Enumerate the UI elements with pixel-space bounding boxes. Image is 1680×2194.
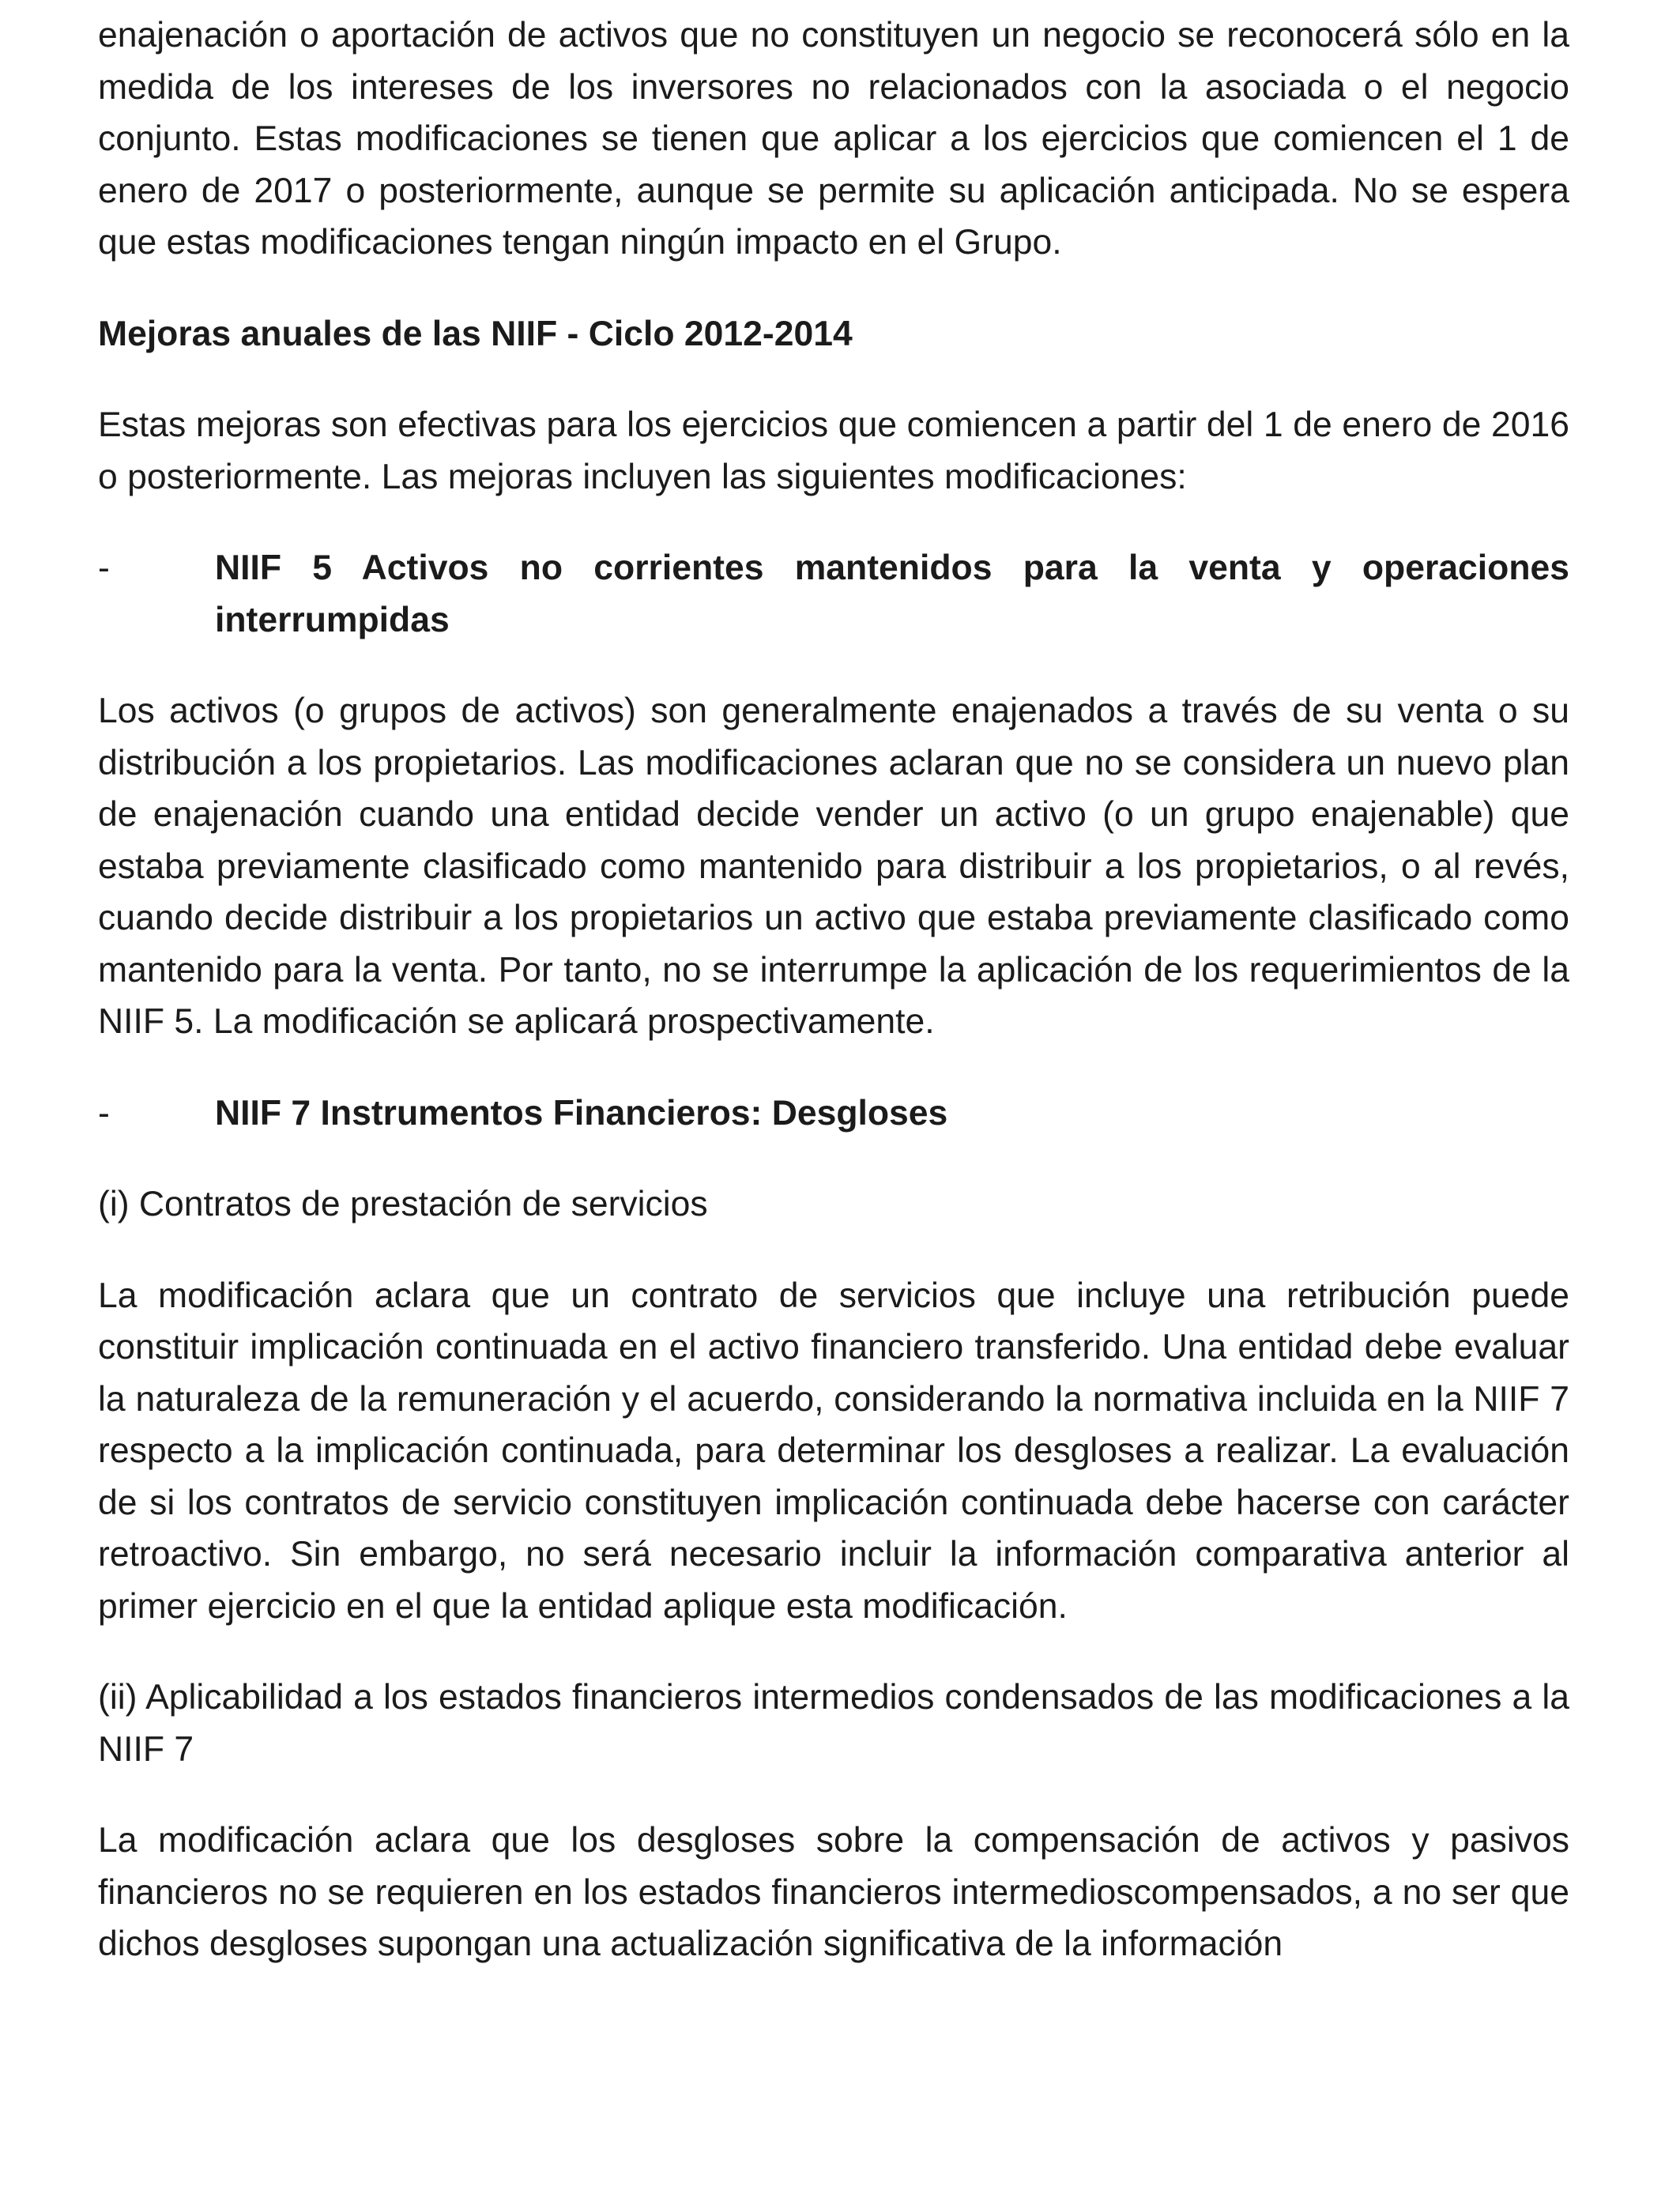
- bullet-niif-7-title: NIIF 7 Instrumentos Financieros: Desgloses: [215, 1093, 948, 1133]
- subheading-contratos-servicios: (i) Contratos de prestación de servicios: [98, 1185, 708, 1223]
- bullet-niif-5-title: NIIF 5 Activos no corrientes mantenidos para la venta y operaciones interrumpidas: [215, 548, 1569, 639]
- bullet-dash: -: [98, 548, 110, 587]
- paragraph-contratos-servicios: La modificación aclara que un contrato de servicios que incluye una retribución puede constituir implicación continuada en el activo financiero transferido. Una entidad debe evaluar la naturaleza de la remuneración y el acuerdo, considerando la normativa incluida en la NIIF 7 respecto a la implicación continuada, para determinar los desgloses a realizar. La evaluación de si los contratos de servicio constituyen implicación continuada debe hacerse con carácter retroactivo. Sin embargo, no será necesario incluir la información comparativa anterior al primer ejercicio en el que la entidad aplique esta modificación.: [98, 1276, 1569, 1626]
- section-heading-mejoras-anuales: Mejoras anuales de las NIIF - Ciclo 2012-2014: [98, 314, 853, 353]
- bullet-dash: -: [98, 1093, 110, 1133]
- paragraph-niif-5: Los activos (o grupos de activos) son generalmente enajenados a través de su venta o su distribución a los propietarios. Las modificaciones aclaran que no se considera un nuevo plan de enajenación cuando una entidad decide vender un activo (o un grupo enajenable) que estaba previamente clasificado como mantenido para distribuir a los propietarios, o al revés, cuando decide distribuir a los propietarios un activo que estaba previamente clasificado como mantenido para la venta. Por tanto, no se interrumpe la aplicación de los requerimientos de la NIIF 5. La modificación se aplicará prospectivamente.: [98, 692, 1569, 1041]
- paragraph-intro: enajenación o aportación de activos que no constituyen un negocio se reconocerá sólo en la medida de los intereses de los inversores no relacionados con la asociada o el negocio conjunto. Estas modificaciones se tienen que aplicar a los ejercicios que comiencen el 1 de enero de 2017 o posteriormente, aunque se permite su aplicación anticipada. No se espera que estas modificaciones tengan ningún impacto en el Grupo.: [98, 16, 1569, 262]
- subheading-aplicabilidad-intermedios: (ii) Aplicabilidad a los estados financieros intermedios condensados de las modificaciones a la NIIF 7: [98, 1678, 1569, 1769]
- document-page: [98, 9, 1569, 2010]
- bullet-niif-5: [98, 542, 1569, 646]
- paragraph-mejoras-anuales: Estas mejoras son efectivas para los ejercicios que comiencen a partir del 1 de enero de 2016 o posteriormente. Las mejoras incluyen las siguientes modificaciones:: [98, 405, 1569, 496]
- bullet-niif-7: [98, 1088, 1569, 1140]
- paragraph-aplicabilidad-intermedios: La modificación aclara que los desgloses sobre la compensación de activos y pasivos financieros no se requieren en los estados financieros intermedioscompensados, a no ser que dichos desgloses supongan una actualización significativa de la información: [98, 1821, 1569, 1963]
